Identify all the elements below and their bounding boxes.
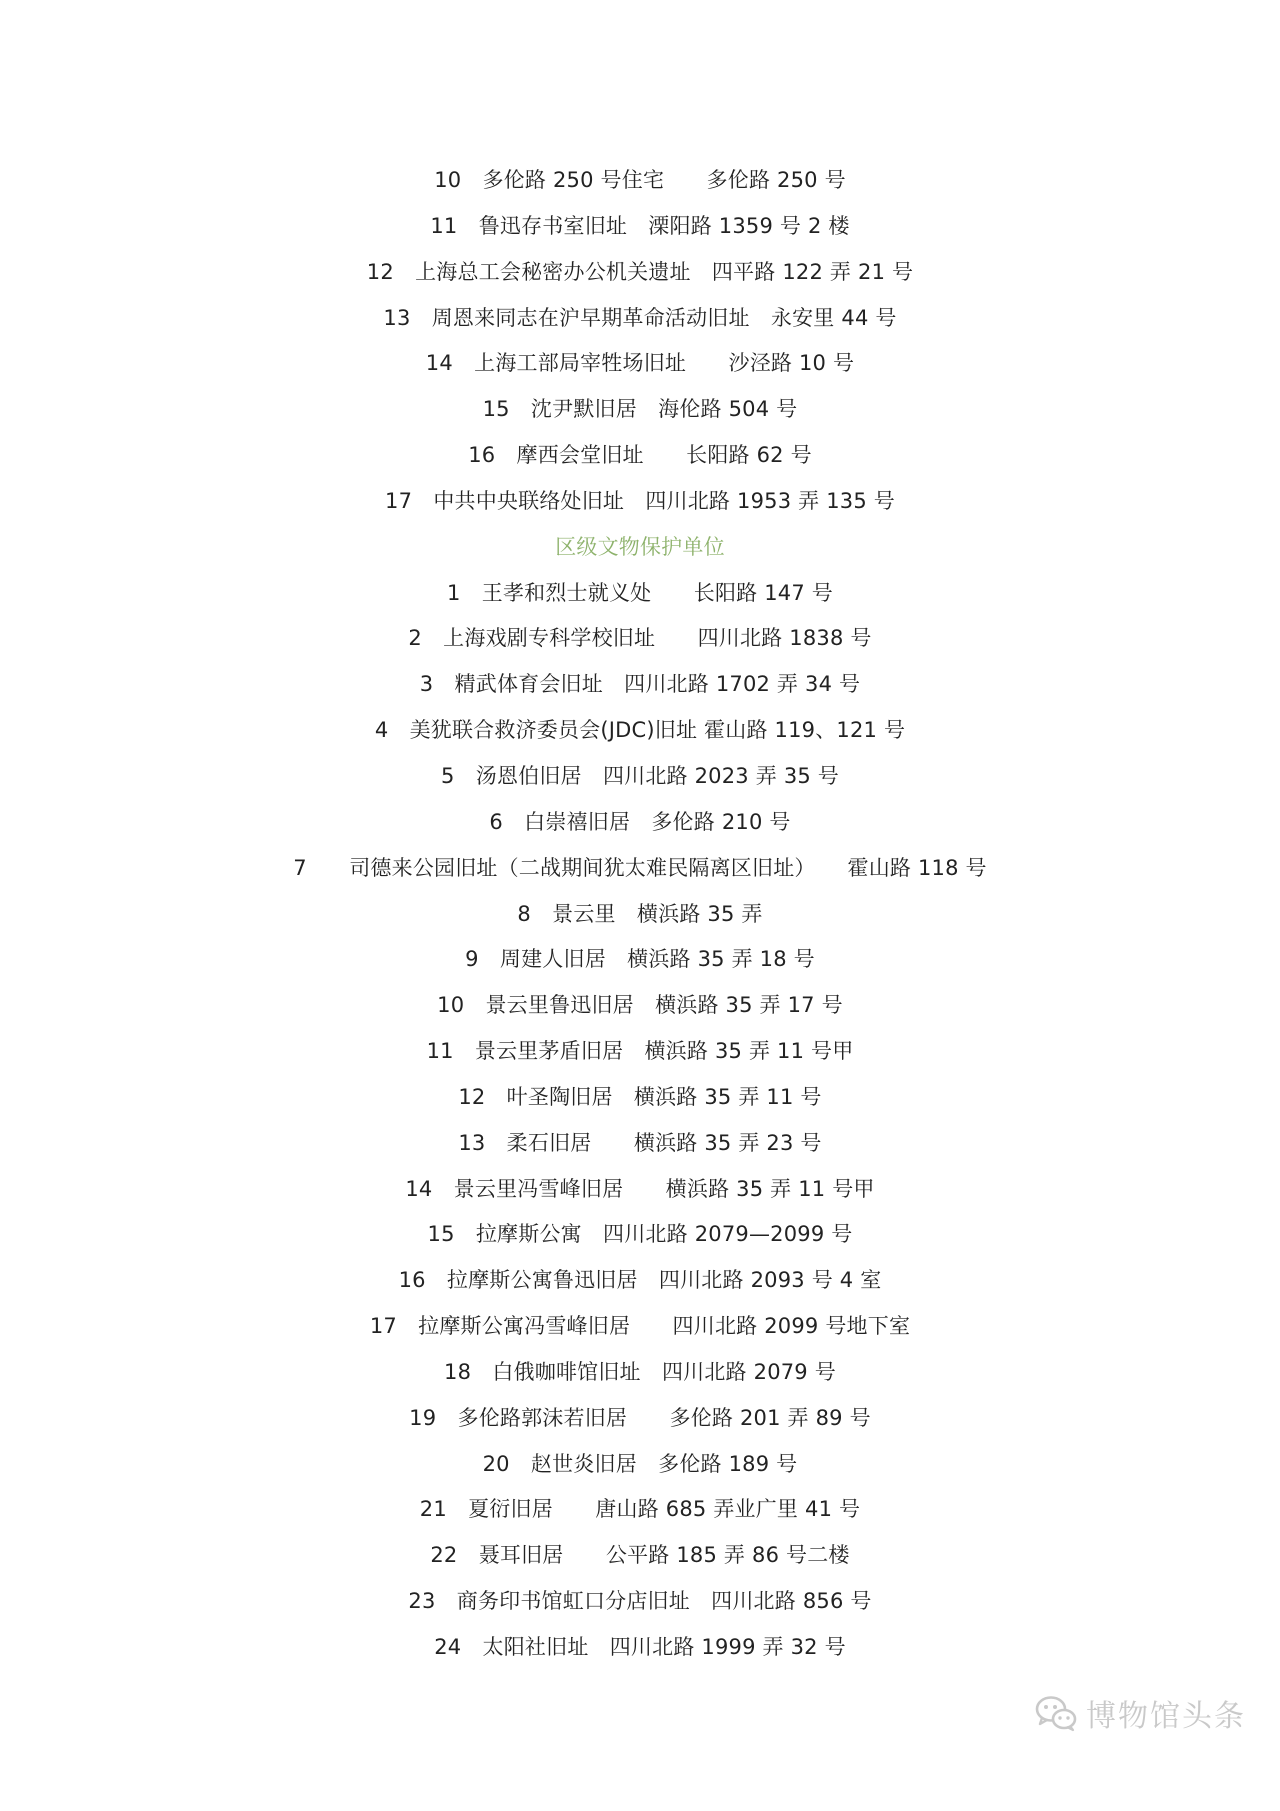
list-item: 16 拉摩斯公寓鲁迅旧居 四川北路 2093 号 4 室 xyxy=(398,1268,882,1293)
list-item: 19 多伦路郭沫若旧居 多伦路 201 弄 89 号 xyxy=(409,1405,871,1430)
list-item: 12 上海总工会秘密办公机关遗址 四平路 122 弄 21 号 xyxy=(366,259,914,284)
list-item: 7 司德来公园旧址（二战期间犹太难民隔离区旧址） 霍山路 118 号 xyxy=(293,855,987,880)
list-item: 18 白俄咖啡馆旧址 四川北路 2079 号 xyxy=(444,1359,836,1384)
list-item: 17 中共中央联络处旧址 四川北路 1953 弄 135 号 xyxy=(385,488,895,513)
heritage-site-list xyxy=(0,158,1280,1671)
watermark xyxy=(1034,1691,1246,1735)
list-item: 14 上海工部局宰牲场旧址 沙泾路 10 号 xyxy=(425,351,855,376)
list-item: 3 精武体育会旧址 四川北路 1702 弄 34 号 xyxy=(419,672,861,697)
list-item: 15 沈尹默旧居 海伦路 504 号 xyxy=(482,397,798,422)
list-item: 12 叶圣陶旧居 横浜路 35 弄 11 号 xyxy=(458,1084,822,1109)
section-heading: 区级文物保护单位 xyxy=(555,534,725,559)
list-item: 6 白崇禧旧居 多伦路 210 号 xyxy=(489,809,791,834)
list-item: 15 拉摩斯公寓 四川北路 2079—2099 号 xyxy=(427,1222,853,1247)
list-item: 13 柔石旧居 横浜路 35 弄 23 号 xyxy=(458,1130,822,1155)
list-item: 23 商务印书馆虹口分店旧址 四川北路 856 号 xyxy=(408,1589,872,1614)
list-item: 16 摩西会堂旧址 长阳路 62 号 xyxy=(468,443,812,468)
list-item: 5 汤恩伯旧居 四川北路 2023 弄 35 号 xyxy=(440,763,840,788)
list-item: 2 上海戏剧专科学校旧址 四川北路 1838 号 xyxy=(408,626,872,651)
list-item: 17 拉摩斯公寓冯雪峰旧居 四川北路 2099 号地下室 xyxy=(369,1314,911,1339)
watermark-text: 博物馆头条 xyxy=(1086,1699,1246,1734)
list-item: 14 景云里冯雪峰旧居 横浜路 35 弄 11 号甲 xyxy=(405,1176,875,1201)
list-item: 8 景云里 横浜路 35 弄 xyxy=(517,901,763,926)
list-item: 1 王孝和烈士就义处 长阳路 147 号 xyxy=(447,580,833,605)
list-item: 11 鲁迅存书室旧址 溧阳路 1359 号 2 楼 xyxy=(430,213,850,238)
list-item: 4 美犹联合救济委员会(JDC)旧址 霍山路 119、121 号 xyxy=(374,718,906,743)
list-item: 9 周建人旧居 横浜路 35 弄 18 号 xyxy=(465,947,815,972)
list-item: 10 多伦路 250 号住宅 多伦路 250 号 xyxy=(434,168,846,192)
list-item: 21 夏衍旧居 唐山路 685 弄业广里 41 号 xyxy=(419,1497,861,1522)
list-item: 13 周恩来同志在沪早期革命活动旧址 永安里 44 号 xyxy=(383,305,897,330)
list-item: 11 景云里茅盾旧居 横浜路 35 弄 11 号甲 xyxy=(426,1039,854,1064)
list-item: 22 聂耳旧居 公平路 185 弄 86 号二楼 xyxy=(430,1543,850,1568)
list-item: 10 景云里鲁迅旧居 横浜路 35 弄 17 号 xyxy=(437,993,843,1018)
list-item: 20 赵世炎旧居 多伦路 189 号 xyxy=(482,1451,798,1476)
list-item: 24 太阳社旧址 四川北路 1999 弄 32 号 xyxy=(434,1635,846,1659)
wechat-icon xyxy=(1034,1693,1078,1733)
